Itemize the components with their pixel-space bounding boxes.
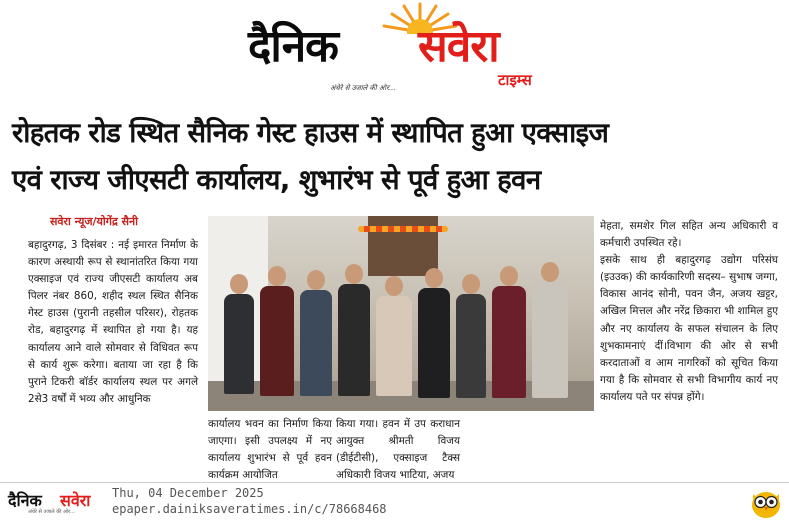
epaper-link[interactable]: epaper.dainiksaveratimes.in/c/78668468 xyxy=(112,502,387,516)
article-headline xyxy=(12,110,780,204)
logo-text-savera: सवेरा xyxy=(418,21,499,72)
photo-person xyxy=(376,296,412,396)
footer-bar xyxy=(0,482,789,521)
photo-person xyxy=(300,290,332,396)
photo-person xyxy=(224,294,254,394)
photo-person-head xyxy=(385,276,403,296)
photo-person xyxy=(338,284,370,396)
photo-person-head xyxy=(230,274,248,294)
photo-person-head xyxy=(425,268,443,288)
photo-person-head xyxy=(345,264,363,284)
article-column-left xyxy=(28,215,198,408)
footer-logo[interactable] xyxy=(8,489,108,517)
photo-person xyxy=(492,286,526,398)
article-paragraph: बहादुरगढ़, 3 दिसंबर : नई इमारत निर्माण के कारण अस्थायी रूप से स्थानांतरित किया गया एक्साइज एवं राज्य जीएसटी कार्यालय अब पिलर नंबर 860, शहीद स्थल स्थित सैनिक गेस्ट हाउस (पुरानी तहसील परिसर), रोहतक रोड, बहादुरगढ़ में स्थापित हो गया है। यह कार्यालय आने वाले सोमवार से विधिवत रूप से कार्य शुरू करेगा। बताया जा रहा है कि पुराने टिकरी बॉर्डर कार्यालय स्थल पर अगले 2से3 वर्षों में भव्य और आधुनिक xyxy=(28,239,198,405)
footer-logo-savera: सवेरा xyxy=(60,491,91,510)
photo-person-head xyxy=(500,266,518,286)
photo-person-head xyxy=(541,262,559,282)
masthead xyxy=(0,0,789,104)
logo-text-times: टाइम्स xyxy=(498,71,532,89)
photo-person-head xyxy=(307,270,325,290)
photo-person xyxy=(532,282,568,398)
article-column-middle-2: किया गया। हवन में उप कराधान आयुक्त श्रीमती विजय (डीईटीसी), एक्साइज टैक्स अधिकारी विजय भाटिया, अजय xyxy=(336,418,460,482)
photo-person xyxy=(418,288,450,398)
photo-garland xyxy=(358,226,448,232)
owl-icon[interactable] xyxy=(750,485,782,519)
photo-person-head xyxy=(268,266,286,286)
edition-date: Thu, 04 December 2025 xyxy=(112,486,264,500)
article-paragraph: इसके साथ ही बहादुरगढ़ उद्योग परिसंघ (इउउक) की कार्यकारिणी सदस्य– सुभाष जग्गा, विकास आनंद सोनी, पवन जैन, अजय खट्टर, अखिल मित्तल और नरेंद्र छिकारा भी शामिल हुए और नए कार्यालय के सफल संचालन के लिए शुभकामनाएं दीं।विभाग की ओर से सभी करदाताओं व आम नागरिकों को सूचित किया गया है कि सोमवार से सभी विभागीय कार्य नए कार्यालय पते पर संपन्न होंगे। xyxy=(600,254,778,403)
article-column-middle-1: कार्यालय भवन का निर्माण किया जाएगा। इसी उपलक्ष्य में नए कार्यालय शुभारंभ से पूर्व हवन कार्यक्रम आयोजित xyxy=(208,418,332,482)
article-column-right xyxy=(600,218,778,406)
article-photo xyxy=(208,216,594,411)
photo-door xyxy=(368,216,438,276)
footer-logo-tagline: अंधेरे से उजाले की ओर... xyxy=(28,509,75,515)
byline: सवेरा न्यूज/योगेंद्र सैनी xyxy=(50,215,139,228)
logo-text-dainik: दैनिक xyxy=(248,21,338,72)
photo-person xyxy=(260,286,294,396)
article-paragraph: मेहता, समशेर गिल सहित अन्य अधिकारी व कर्मचारी उपस्थित रहे। xyxy=(600,220,778,250)
logo-tagline: अंधेरे से उजाले की ओर... xyxy=(330,84,396,92)
photo-person-head xyxy=(462,274,480,294)
headline-line-1: रोहतक रोड स्थित सैनिक गेस्ट हाउस में स्थापित हुआ एक्साइज xyxy=(12,117,609,149)
footer-logo-dainik: दैनिक xyxy=(8,491,42,510)
photo-person xyxy=(456,294,486,398)
article-under-photo xyxy=(208,416,594,482)
headline-line-2: एवं राज्य जीएसटी कार्यालय, शुभारंभ से पूर्व हुआ हवन xyxy=(12,164,541,196)
